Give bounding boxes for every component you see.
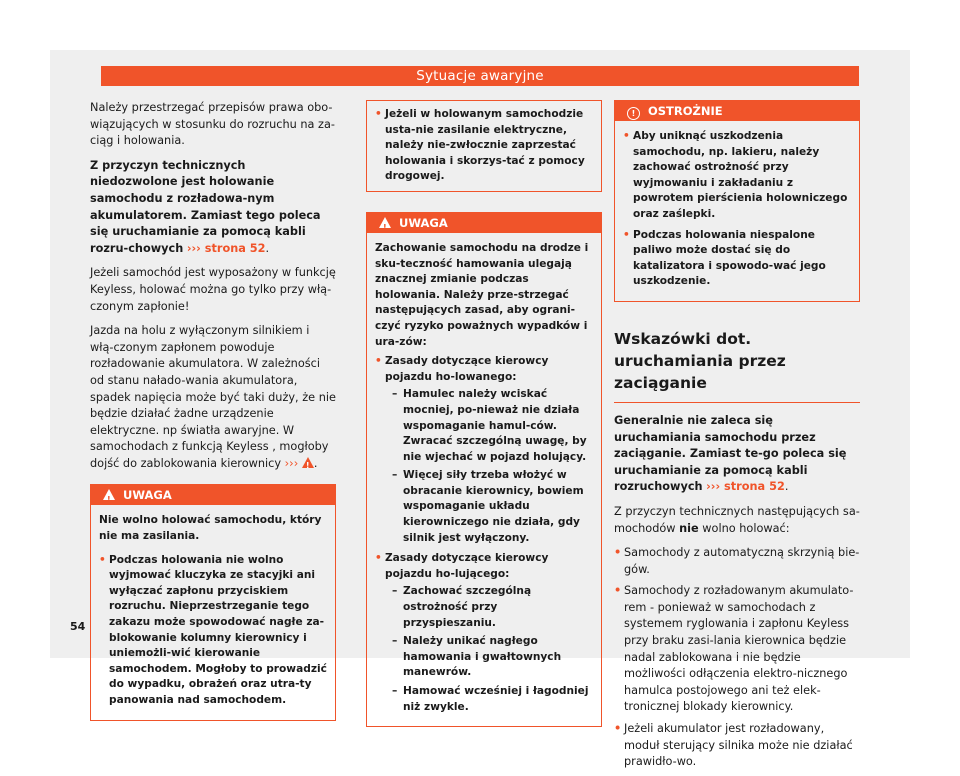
dash-item: – Zachować szczególną ostrożność przy przyspieszaniu.	[385, 584, 593, 631]
warning-box-header: !UWAGA	[367, 213, 601, 233]
column-1	[90, 100, 336, 721]
warning-icon	[103, 489, 115, 500]
page-reference-link[interactable]: ››› strona 52	[706, 480, 785, 494]
dash-item: – Hamować wcześniej i łagodniej niż zwykle.	[385, 684, 593, 715]
paragraph: Z przyczyn technicznych następujących sa-mochodów nie wolno holować:	[614, 504, 860, 535]
page-header: Sytuacje awaryjne	[101, 66, 859, 86]
column-3	[614, 100, 860, 776]
warning-bullet: • Zasady dotyczące kierowcy pojazdu ho-lowanego: – Hamulec należy wciskać mocniej, po-nieważ nie działa wspomaganie hamul-ców. Zwracać szczególną uwagę, by nie wjechać w pojazd holujący. – Więcej siły trzeba włożyć w obracanie kierownicy, bowiem wspomaganie układu kierowniczego nie działa, gdy silnik jest wyłączony.	[375, 354, 593, 546]
list-item: • Jeżeli akumulator jest rozładowany, moduł sterujący silnika może nie działać prawidło-wo.	[614, 721, 860, 771]
warning-reference-link[interactable]: ›››	[284, 456, 299, 470]
note-box	[366, 100, 602, 192]
warning-box	[366, 212, 602, 727]
list-item: • Samochody z rozładowanym akumulato-rem - ponieważ w samochodach z systemem ryglowania i zapłonu Keyless przy braku zasi-lania kierownica będzie nadal zablokowana i nie będzie możliwości odłączenia elektro-nicznego hamulca postojowego ani też elek-tronicznej blokady kierownicy.	[614, 583, 860, 716]
list-item: • Samochody z automatyczną skrzynią bie-gów.	[614, 545, 860, 578]
warning-box-header: !UWAGA	[91, 485, 335, 505]
paragraph: Należy przestrzegać przepisów prawa obo-wiązujących w stosunku do rozruchu na za-ciąg i holowania.	[90, 101, 335, 148]
paragraph: Z przyczyn technicznych niedozwolone jest holowanie samochodu z rozładowa-nym akumulatorem. Zamiast tego poleca się uruchamianie za pomocą kabli rozru-chowych ››› strona 52.	[90, 158, 321, 255]
dash-item: – Więcej siły trzeba włożyć w obracanie kierownicy, bowiem wspomaganie układu kierowniczego nie działa, gdy silnik jest wyłączony.	[385, 468, 593, 546]
column-2	[366, 100, 602, 727]
warning-box	[90, 484, 336, 720]
caution-box	[614, 100, 860, 302]
info-icon: !	[627, 107, 640, 120]
warning-intro: Nie wolno holować samochodu, który nie ma zasilania.	[99, 514, 322, 543]
page-number: 54	[70, 620, 86, 633]
warning-icon	[379, 217, 391, 228]
section-title: Wskazówki dot. uruchamiania przez zaciąganie	[614, 328, 860, 403]
note-bullet: • Jeżeli w holowanym samochodzie usta-nie zasilanie elektryczne, należy nie-zwłocznie zaprzestać holowania i skorzys-tać z pomocy drogowej.	[375, 107, 593, 185]
dash-item: – Hamulec należy wciskać mocniej, po-nieważ nie działa wspomaganie hamul-ców. Zwracać szczególną uwagę, by nie wjechać w pojazd holujący.	[385, 387, 593, 465]
paragraph: Generalnie nie zaleca się uruchamiania samochodu przez zaciąganie. Zamiast te-go poleca się uruchamianie za pomocą kabli rozruchowych ››› strona 52.	[614, 413, 847, 494]
paragraph: Jazda na holu z wyłączonym silnikiem i włą-czonym zapłonem powoduje rozładowanie akumulatora. W zależności od stanu nałado-wania akumulatora, spadek napięcia może być taki duży, że nie będzie działać żadne urządzenie elektryczne. np światła awaryjne. W samochodach z funkcją Keyless , mogłoby dojść do zablokowania kierownicy ››› ! .	[90, 323, 336, 472]
caution-bullet: • Podczas holowania niespalone paliwo może dostać się do katalizatora i spowodo-wać jego uszkodzenie.	[623, 228, 851, 290]
paragraph: Jeżeli samochód jest wyposażony w funkcję Keyless, holować można go tylko przy włą-czonym zapłonie!	[90, 266, 336, 313]
warning-icon	[302, 457, 314, 468]
caution-box-header: ! OSTROŻNIE	[615, 101, 859, 121]
dash-item: – Należy unikać nagłego hamowania i gwałtownych manewrów.	[385, 634, 593, 681]
page-reference-link[interactable]: ››› strona 52	[186, 241, 266, 255]
caution-bullet: • Aby uniknąć uszkodzenia samochodu, np. lakieru, należy zachować ostrożność przy wyjmowaniu i zakładaniu z powrotem pierścienia holowniczego oraz zaślepki.	[623, 129, 851, 223]
warning-intro: Zachowanie samochodu na drodze i sku-teczność hamowania ulegają znacznej zmianie podczas holowania. Należy prze-strzegać następujących zasad, aby ograni-czyć ryzyko poważnych wypadków i ura-zów:	[375, 241, 589, 348]
warning-bullet: • Zasady dotyczące kierowcy pojazdu ho-lującego: – Zachować szczególną ostrożność przy przyspieszaniu. – Należy unikać nagłego hamowania i gwałtownych manewrów. – Hamować wcześniej i łagodniej niż zwykle.	[375, 551, 593, 715]
warning-bullet: • Podczas holowania nie wolno wyjmować kluczyka ze stacyjki ani wyłączać zapłonu przyciskiem rozruchu. Nieprzestrzeganie tego zakazu może spowodować nagłe za-blokowanie kolumny kierownicy i uniemożli-wić kierowanie samochodem. Mogłoby to prowadzić do wypadku, obrażeń oraz utra-ty panowania nad samochodem.	[99, 553, 327, 709]
manual-page	[50, 50, 910, 769]
